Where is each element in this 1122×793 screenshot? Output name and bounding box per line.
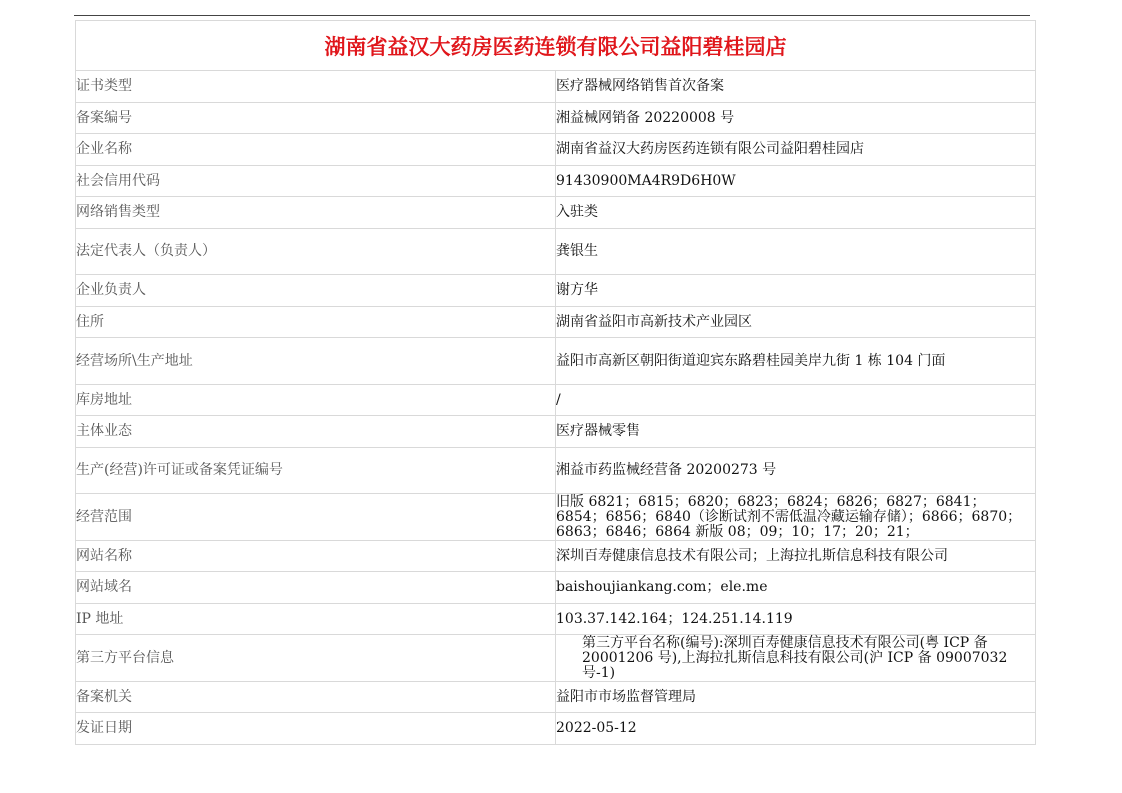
- row-label: IP 地址: [76, 604, 556, 635]
- row-label: 第三方平台信息: [76, 635, 556, 682]
- row-label: 网络销售类型: [76, 197, 556, 229]
- row-value: 旧版 6821；6815；6820；6823；6824；6826；6827；6841；6854；6856；6840（诊断试剂不需低温冷藏运输存储）；6866；6870；6863；6846；6864 新版 08；09；10；17；20；21；: [556, 494, 1036, 541]
- row-value: 益阳市市场监督管理局: [556, 682, 1036, 713]
- row-value: 91430900MA4R9D6H0W: [556, 166, 1036, 197]
- top-rule: [74, 15, 1030, 16]
- table-row: [76, 103, 1036, 134]
- row-label: 生产(经营)许可证或备案凭证编号: [76, 448, 556, 494]
- row-value: 湘益械网销备 20220008 号: [556, 103, 1036, 134]
- record-table: [75, 20, 1036, 745]
- row-value: 医疗器械零售: [556, 416, 1036, 448]
- row-value: 龚银生: [556, 229, 1036, 275]
- row-label: 证书类型: [76, 71, 556, 103]
- table-row: [76, 197, 1036, 229]
- table-row: [76, 71, 1036, 103]
- table-row: [76, 448, 1036, 494]
- table-row: [76, 307, 1036, 338]
- row-label: 企业名称: [76, 134, 556, 166]
- table-row: [76, 713, 1036, 745]
- row-value: 益阳市高新区朝阳街道迎宾东路碧桂园美岸九街 1 栋 104 门面: [556, 338, 1036, 385]
- table-row: [76, 134, 1036, 166]
- row-label: 库房地址: [76, 385, 556, 416]
- table-row: [76, 604, 1036, 635]
- table-row: [76, 229, 1036, 275]
- row-value: 谢方华: [556, 275, 1036, 307]
- row-value: 湖南省益阳市高新技术产业园区: [556, 307, 1036, 338]
- page-title: 湖南省益汉大药房医药连锁有限公司益阳碧桂园店: [76, 21, 1036, 71]
- row-label: 发证日期: [76, 713, 556, 745]
- row-label: 社会信用代码: [76, 166, 556, 197]
- table-row: [76, 541, 1036, 572]
- row-value: 103.37.142.164；124.251.14.119: [556, 604, 1036, 635]
- row-value: 深圳百寿健康信息技术有限公司；上海拉扎斯信息科技有限公司: [556, 541, 1036, 572]
- row-label: 经营范围: [76, 494, 556, 541]
- row-label: 主体业态: [76, 416, 556, 448]
- row-label: 经营场所\生产地址: [76, 338, 556, 385]
- row-value: 入驻类: [556, 197, 1036, 229]
- table-row: [76, 572, 1036, 604]
- row-value: 2022-05-12: [556, 713, 1036, 745]
- row-value: 湖南省益汉大药房医药连锁有限公司益阳碧桂园店: [556, 134, 1036, 166]
- table-row: [76, 635, 1036, 682]
- table-row: [76, 275, 1036, 307]
- row-label: 备案编号: [76, 103, 556, 134]
- row-label: 备案机关: [76, 682, 556, 713]
- row-label: 网站名称: [76, 541, 556, 572]
- row-value: baishoujiankang.com；ele.me: [556, 572, 1036, 604]
- table-row: [76, 166, 1036, 197]
- title-row: [76, 21, 1036, 71]
- table-row: [76, 385, 1036, 416]
- row-value: /: [556, 385, 1036, 416]
- row-label: 住所: [76, 307, 556, 338]
- table-row: [76, 494, 1036, 541]
- row-label: 网站域名: [76, 572, 556, 604]
- table-row: [76, 682, 1036, 713]
- row-value: 湘益市药监械经营备 20200273 号: [556, 448, 1036, 494]
- row-label: 企业负责人: [76, 275, 556, 307]
- table-row: [76, 416, 1036, 448]
- row-value: 第三方平台名称(编号):深圳百寿健康信息技术有限公司(粤 ICP 备 20001206 号),上海拉扎斯信息科技有限公司(沪 ICP 备 09007032 号-1): [556, 635, 1036, 682]
- row-label: 法定代表人（负责人）: [76, 229, 556, 275]
- row-value: 医疗器械网络销售首次备案: [556, 71, 1036, 103]
- table-row: [76, 338, 1036, 385]
